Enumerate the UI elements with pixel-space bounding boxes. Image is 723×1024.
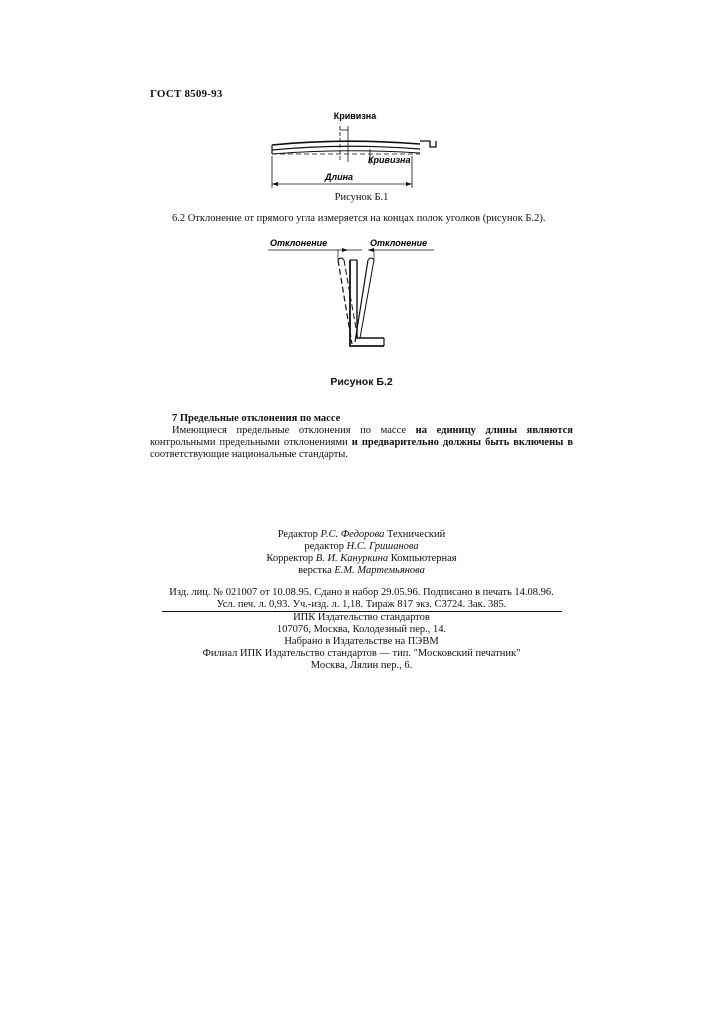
imprint-line-5: Филиал ИПК Издательство стандартов — тип. "Московский печатник" bbox=[202, 648, 521, 659]
figure-b1-caption: Рисунок Б.1 bbox=[334, 192, 389, 203]
figure-b2-drawing bbox=[262, 234, 444, 366]
section-7-paragraph: Имеющиеся предельные отклонения по массе на единицу длины являются контрольными предельными отклонениями и предварительно должны быть включены в соответствующие национальные стандарты. bbox=[150, 425, 573, 460]
imprint-line-2: ИПК Издательство стандартов bbox=[293, 612, 430, 623]
imprint-line-4: Набрано в Издательстве на ПЭВМ bbox=[284, 636, 439, 647]
section-7-heading: 7 Предельные отклонения по массе bbox=[172, 413, 341, 424]
fig1-label-curvature-top: Кривизна bbox=[333, 111, 377, 121]
fig2-label-deviation-left: Отклонение bbox=[270, 238, 328, 248]
fig2-label-deviation-right: Отклонение bbox=[370, 238, 428, 248]
figure-b1-drawing bbox=[262, 108, 444, 200]
imprint-line-1: Изд. лиц. № 021007 от 10.08.95. Сдано в набор 29.05.96. Подписано в печать 14.08.96. Усл. печ. л. 0,93. Уч.-изд. л. 1,18. Тираж 817 экз. С3724. Зак. 385. bbox=[162, 587, 562, 612]
imprint-block bbox=[150, 587, 573, 672]
imprint-line-6: Москва, Лялин пер., 6. bbox=[310, 660, 413, 671]
document-code: ГОСТ 8509-93 bbox=[150, 88, 223, 100]
figure-b2-caption: Рисунок Б.2 bbox=[330, 376, 393, 388]
imprint-line-3: 107076, Москва, Колодезный пер., 14. bbox=[276, 624, 447, 635]
fig1-label-curvature: Кривизна bbox=[368, 155, 411, 165]
paragraph-6-2: 6.2 Отклонение от прямого угла измеряется на концах полок уголков (рисунок Б.2). bbox=[172, 213, 546, 224]
credits-block: Редактор Р.С. Федорова Технический редактор Н.С. Гришанова Корректор В. И. Кануркина Компьютерная верстка Е.М. Мартемьянова bbox=[266, 529, 457, 576]
fig1-label-length: Длина bbox=[325, 172, 354, 182]
